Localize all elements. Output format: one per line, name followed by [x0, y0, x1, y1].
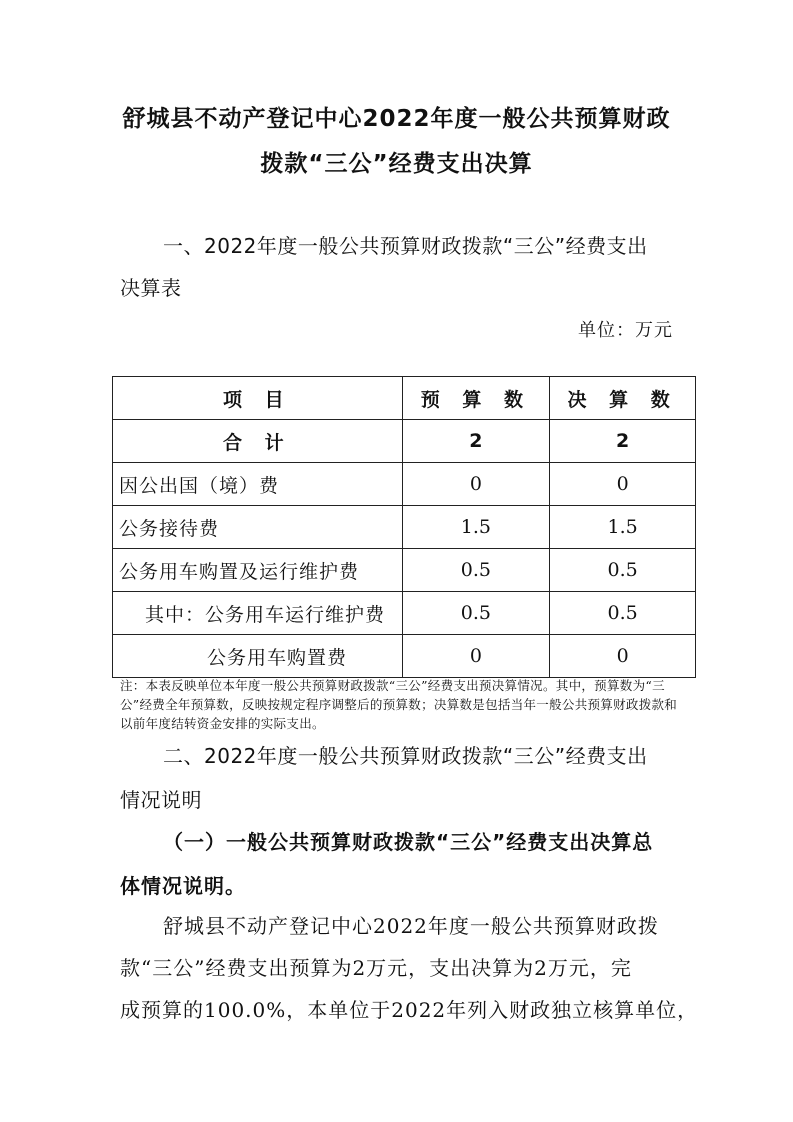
budget-table: [112, 376, 696, 678]
table-row: [113, 506, 696, 549]
row-label: 公务用车购置费: [113, 635, 403, 678]
document-title-line2: 拨款“三公”经费支出决算: [260, 151, 533, 177]
unit-label: 单位：万元: [578, 320, 673, 341]
table-row: [113, 549, 696, 592]
body-paragraph-line3: 成预算的100.0%，本单位于2022年列入财政独立核算单位，: [120, 998, 699, 1022]
section2-heading-line2: 情况说明: [120, 788, 202, 812]
table-header-row: [113, 377, 696, 420]
document-title-line1: 舒城县不动产登记中心2022年度一般公共预算财政: [122, 106, 671, 132]
row-actual: 1.5: [550, 506, 696, 549]
row-actual: 0: [550, 635, 696, 678]
subsection1-heading-line2: 体情况说明。: [120, 874, 246, 898]
row-budget: 0.5: [402, 592, 550, 635]
body-paragraph-line2: 款“三公”经费支出预算为2万元，支出决算为2万元，完: [120, 956, 632, 980]
row-budget: 0.5: [402, 549, 550, 592]
row-label: 其中：公务用车运行维护费: [113, 592, 403, 635]
subsection1-heading-line1: （一）一般公共预算财政拨款“三公”经费支出决算总: [163, 830, 654, 854]
table-row-total: [113, 420, 696, 463]
table-note: 注：本表反映单位本年度一般公共预算财政拨款“三公”经费支出预决算情况。其中，预算数为“三公”经费全年预算数，反映按规定程序调整后的预算数；决算数是包括当年一般公共预算财政拨款和以前年度结转资金安排的实际支出。: [120, 678, 678, 731]
section1-heading-line1: 一、2022年度一般公共预算财政拨款“三公”经费支出: [163, 234, 648, 258]
table-row: [113, 592, 696, 635]
row-actual: 0: [550, 463, 696, 506]
body-paragraph-line1: 舒城县不动产登记中心2022年度一般公共预算财政拨: [163, 914, 659, 938]
header-budget: 预 算 数: [402, 377, 550, 420]
table-row: [113, 463, 696, 506]
row-budget: 0: [402, 463, 550, 506]
row-label: 公务用车购置及运行维护费: [113, 549, 403, 592]
row-label: 因公出国（境）费: [113, 463, 403, 506]
row-budget: 2: [402, 420, 550, 463]
row-budget: 1.5: [402, 506, 550, 549]
header-item: 项 目: [113, 377, 403, 420]
row-actual: 2: [550, 420, 696, 463]
section1-heading-line2: 决算表: [120, 276, 182, 300]
header-actual: 决 算 数: [550, 377, 696, 420]
row-budget: 0: [402, 635, 550, 678]
row-label: 公务接待费: [113, 506, 403, 549]
row-label: 合 计: [113, 420, 403, 463]
row-actual: 0.5: [550, 549, 696, 592]
section2-heading-line1: 二、2022年度一般公共预算财政拨款“三公”经费支出: [163, 744, 648, 768]
row-actual: 0.5: [550, 592, 696, 635]
table-row: [113, 635, 696, 678]
